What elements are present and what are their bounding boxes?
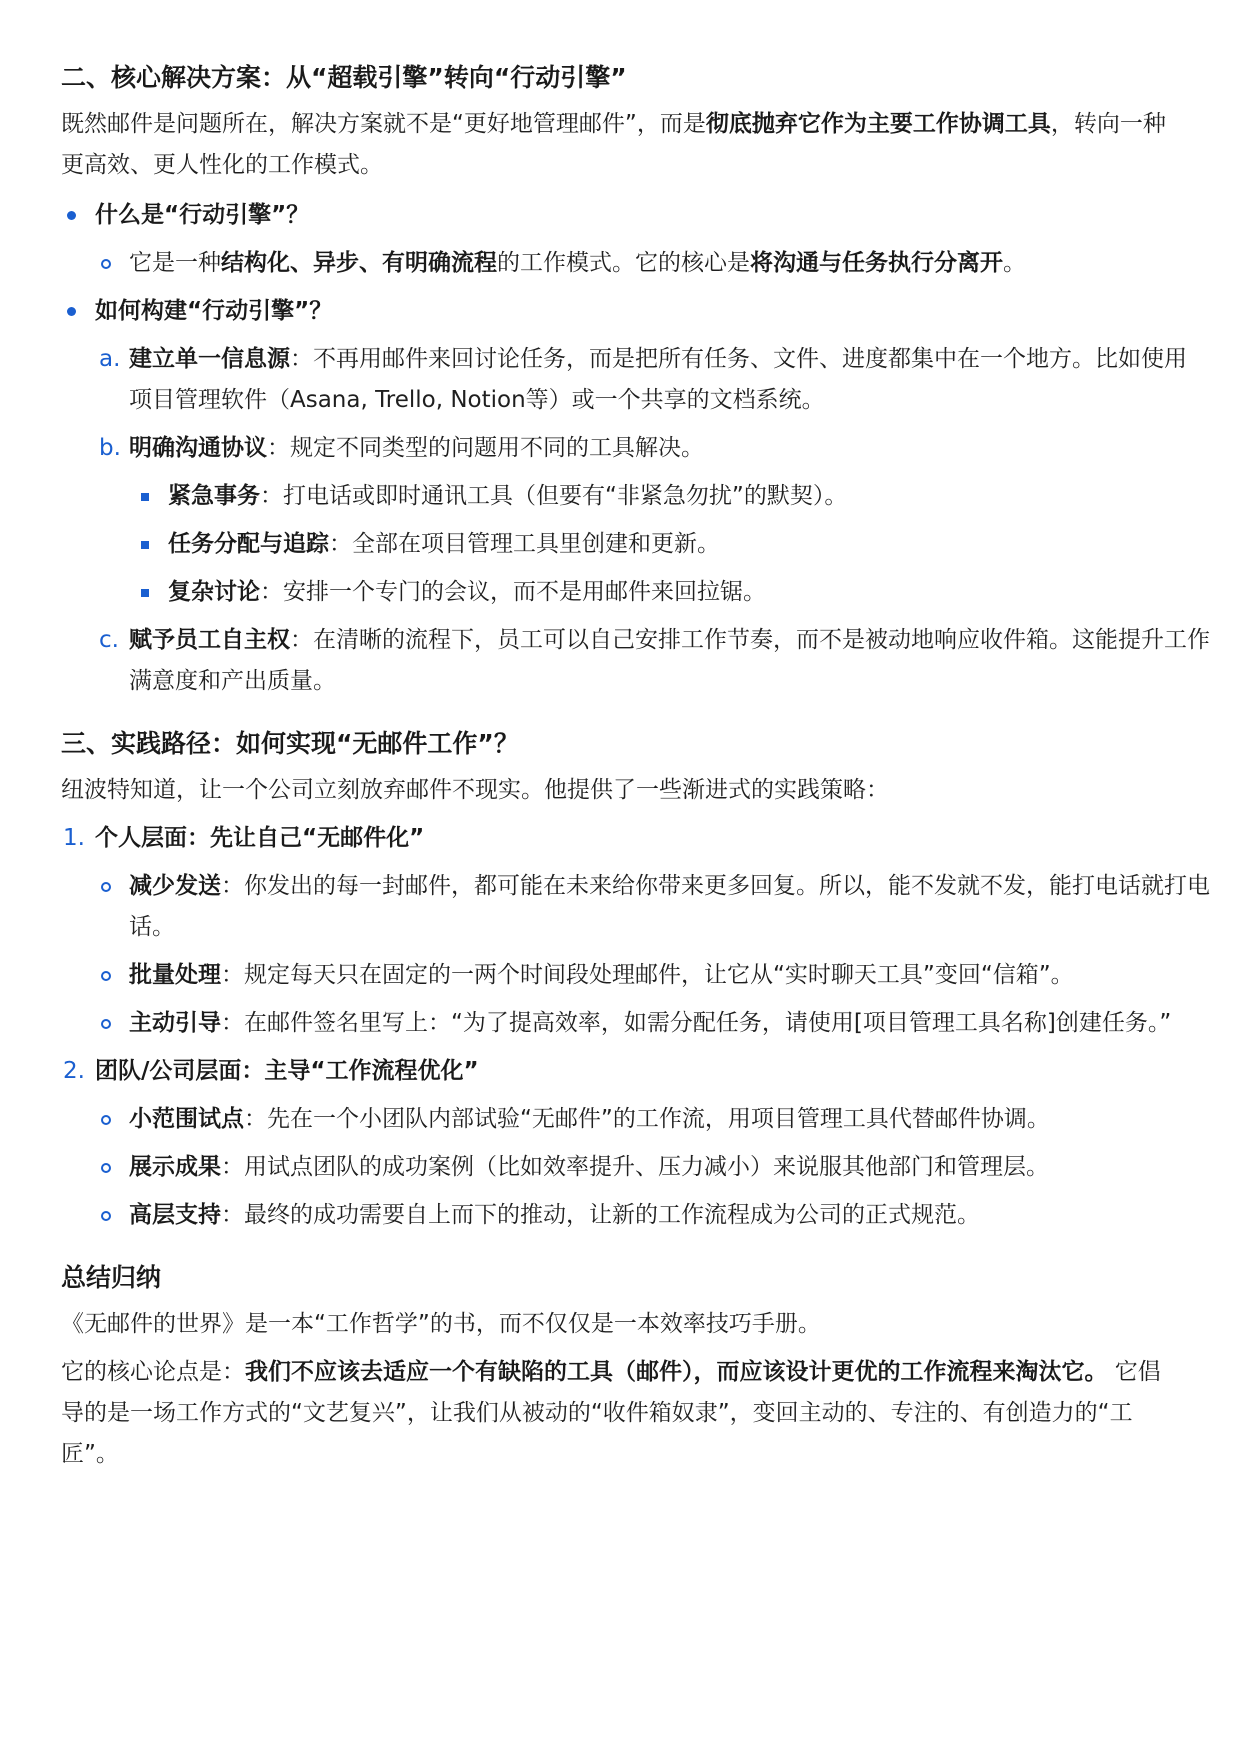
list-item-p2-1: 小范围试点：先在一个小团队内部试验“无邮件”的工作流，用项目管理工具代替邮件协调。	[129, 1106, 1050, 1132]
section3-heading: 三、实践路径：如何实现“无邮件工作”？	[61, 729, 519, 758]
list-item-p2-3: 高层支持：最终的成功需要自上而下的推动，让新的工作流程成为公司的正式规范。	[129, 1202, 980, 1228]
list-item-c: c. 赋予员工自主权：在清晰的流程下，员工可以自己安排工作节奏，而不是被动地响应收件箱。这能提升工作满意度和产出质量。	[61, 620, 1225, 702]
section2-intro: 既然邮件是问题所在，解决方案就不是“更好地管理邮件”，而是彻底抛弃它作为主要工作协调工具，转向一种更高效、更人性化的工作模式。	[61, 111, 1166, 178]
section3-intro: 纽波特知道，让一个公司立刻放弃邮件不现实。他提供了一些渐进式的实践策略：	[61, 777, 889, 803]
list-item-p1-1: 减少发送：你发出的每一封邮件，都可能在未来给你带来更多回复。所以，能不发就不发，能打电话就打电话。	[129, 873, 1210, 940]
list-item-p1-3: 主动引导：在邮件签名里写上：“为了提高效率，如需分配任务，请使用[项目管理工具名称]创建任务。”	[129, 1010, 1172, 1036]
summary-heading: 总结归纳	[61, 1263, 162, 1292]
list-item-p2-2: 展示成果：用试点团队的成功案例（比如效率提升、压力减小）来说服其他部门和管理层。	[129, 1154, 1049, 1180]
summary-paragraph-1: 《无邮件的世界》是一本“工作哲学”的书，而不仅仅是一本效率技巧手册。	[61, 1311, 821, 1337]
list-item-b2: 任务分配与追踪：全部在项目管理工具里创建和更新。	[168, 531, 720, 557]
list-item-q1: 什么是“行动引擎”？	[95, 202, 310, 228]
list-item-b1: 紧急事务：打电话或即时通讯工具（但要有“非紧急勿扰”的默契）。	[168, 483, 848, 509]
list-item-a: a. 建立单一信息源：不再用邮件来回讨论任务，而是把所有任务、文件、进度都集中在一个地方。比如使用项目管理软件（Asana, Trello, Notion等）或一个共享的文档系统。	[61, 339, 1191, 421]
list-item-b: b. 明确沟通协议：规定不同类型的问题用不同的工具解决。	[61, 428, 1179, 469]
list-item-p1: 1. 个人层面：先让自己“无邮件化”	[61, 818, 1179, 859]
list-marker-2: 2.	[63, 1058, 85, 1084]
list-item-q1-answer: 它是一种结构化、异步、有明确流程的工作模式。它的核心是将沟通与任务执行分离开。	[129, 250, 1026, 276]
list-marker-c: c.	[99, 627, 119, 653]
list-item-b3: 复杂讨论：安排一个专门的会议，而不是用邮件来回拉锯。	[168, 579, 766, 605]
list-marker-1: 1.	[63, 825, 85, 851]
list-marker-a: a.	[99, 346, 121, 372]
list-item-p2: 2. 团队/公司层面：主导“工作流程优化”	[61, 1051, 1179, 1092]
list-item-q2: 如何构建“行动引擎”？	[95, 298, 333, 324]
section2-heading: 二、核心解决方案：从“超载引擎”转向“行动引擎”	[61, 63, 627, 92]
summary-paragraph-2: 它的核心论点是：我们不应该去适应一个有缺陷的工具（邮件），而应该设计更优的工作流程来淘汰它。 它倡导的是一场工作方式的“文艺复兴”，让我们从被动的“收件箱奴隶”，变回主动的、专注的、有创造力的“工匠”。	[61, 1359, 1161, 1467]
list-marker-b: b.	[99, 435, 121, 461]
list-item-p1-2: 批量处理：规定每天只在固定的一两个时间段处理邮件，让它从“实时聊天工具”变回“信箱”。	[129, 962, 1074, 988]
